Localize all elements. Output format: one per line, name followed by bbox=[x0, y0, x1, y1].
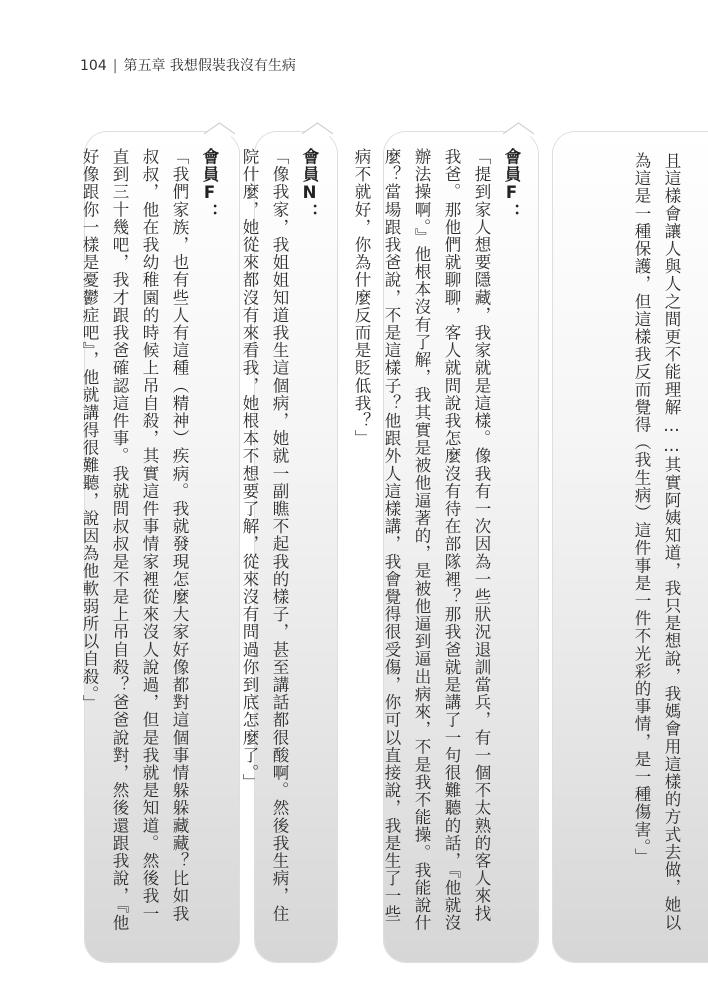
member-f-father-column bbox=[346, 148, 526, 938]
page-number: 104 bbox=[80, 58, 107, 74]
speaker-label: 會員N： bbox=[300, 148, 319, 221]
continued-quote-column bbox=[626, 152, 686, 942]
member-f-family-column bbox=[74, 148, 224, 938]
page-header bbox=[80, 55, 296, 75]
chapter-title: 第五章 我想假裝我沒有生病 bbox=[123, 58, 296, 74]
member-f-family-quote: 「我們家族，也有些人有這種（精神）疾病。我就發現怎麼大家好像都對這個事情躲躲藏藏？比如我叔叔，他在我幼稚園的時候上吊自殺，其實這件事情家裡從來沒人說過，但是我就是知道。然後我一直到三十幾吧，我才跟我爸確認這件事。我就問叔叔是不是上吊自殺？爸爸說對，然後還跟我說，『他好像跟你一樣是憂鬱症吧』，他就講得很難聽，說因為他軟弱所以自殺。」 bbox=[80, 148, 189, 932]
continued-quote-text: 且這樣會讓人與人之間更不能理解……其實阿姨知道，我只是想說，我媽會用這樣的方式去做，她以為這是一種保護，但這樣我反而覺得（我生病）這件事是一件不光彩的事情，是一種傷害。」 bbox=[632, 152, 681, 932]
member-n-column bbox=[234, 148, 324, 938]
speaker-label: 會員F： bbox=[200, 148, 219, 221]
header-separator: | bbox=[112, 58, 118, 74]
member-f-father-quote: 「提到家人想要隱藏，我家就是這樣。像我有一次因為一些狀況退訓當兵，有一個不太熟的客人來找我爸。那他們就聊聊，客人就問說我怎麼沒有待在部隊裡？那我爸就是講了一句很難聽的話，『他就沒辦法操啊。』他根本沒有了解，我其實是被他逼著的，是被他逼到逼出病來，不是我不能操。我能說什麼？當場跟我爸說，不是這樣子？他跟外人這樣講，我會覺得很受傷，你可以直接說，我是生了一些病不就好，你為什麼反而是貶低我？」 bbox=[352, 148, 491, 932]
member-n-quote: 「像我家，我姐姐知道我生這個病，她就一副瞧不起我的樣子，甚至講話都很酸啊。然後我生病，住院什麼，她從來都沒有來看我，她根本不想要了解，從來沒有問過你到底怎麼了。」 bbox=[240, 148, 289, 923]
speaker-label: 會員F： bbox=[502, 148, 521, 221]
